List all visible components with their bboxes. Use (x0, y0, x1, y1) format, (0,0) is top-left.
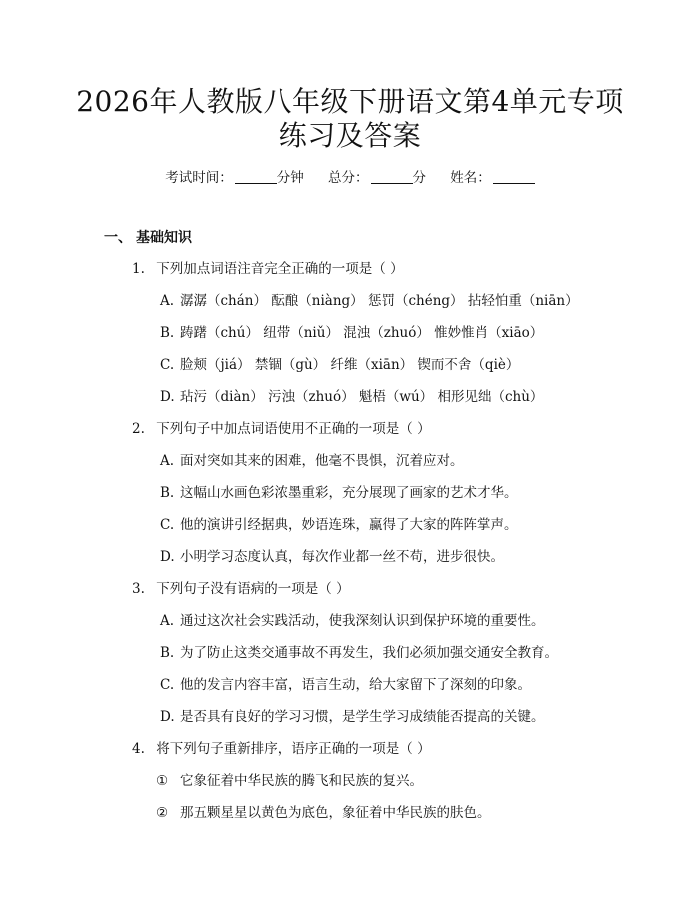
option-text: 他的演讲引经据典，妙语连珠，赢得了大家的阵阵掌声。 (180, 517, 518, 533)
question-3-option-c (160, 675, 531, 695)
question-2 (132, 419, 431, 439)
option-text: 小明学习态度认真，每次作业都一丝不苟，进步很快。 (180, 549, 504, 565)
question-1-option-b (160, 323, 543, 343)
option-text: 是否具有良好的学习习惯，是学生学习成绩能否提高的关键。 (180, 709, 545, 725)
exam-time-label: 考试时间： (165, 170, 233, 186)
section-heading (104, 228, 192, 248)
option-text: 踌躇（chú） 纽带（niǔ） 混浊（zhuó） 惟妙惟肖（xiāo） (180, 325, 544, 341)
question-1-option-c (160, 355, 519, 375)
question-number: 4. (132, 741, 145, 757)
option-letter: A. (160, 293, 175, 309)
exam-time (165, 168, 304, 188)
option-text: 潺潺（chán） 酝酿（niàng） 惩罚（chéng） 拈轻怕重（niān） (180, 293, 579, 309)
option-letter: C. (160, 677, 175, 693)
exam-info-row (0, 168, 700, 188)
question-1 (132, 259, 404, 279)
question-4-sentence-2 (156, 803, 491, 823)
question-3-option-d (160, 707, 545, 727)
option-text: 通过这次社会实践活动，使我深刻认识到保护环境的重要性。 (180, 613, 545, 629)
option-letter: A. (160, 613, 175, 629)
question-2-option-a (160, 451, 464, 471)
question-3-option-b (160, 643, 558, 663)
option-letter: B. (160, 325, 175, 341)
question-number: 1. (132, 261, 145, 277)
option-letter: B. (160, 485, 175, 501)
option-text: 这幅山水画色彩浓墨重彩，充分展现了画家的艺术才华。 (180, 485, 518, 501)
sentence-text: 它象征着中华民族的腾飞和民族的复兴。 (180, 773, 423, 789)
option-text: 脸颊（jiá） 禁锢（gù） 纤维（xiān） 锲而不舍（qiè） (180, 357, 520, 373)
sentence-marker: ① (156, 773, 169, 789)
option-text: 面对突如其来的困难，他毫不畏惧，沉着应对。 (180, 453, 464, 469)
question-1-option-a (160, 291, 579, 311)
question-2-option-d (160, 547, 504, 567)
option-letter: A. (160, 453, 175, 469)
option-letter: D. (160, 389, 175, 405)
sentence-text: 那五颗星星以黄色为底色，象征着中华民族的肤色。 (180, 805, 491, 821)
total-score-label: 总分： (328, 170, 369, 186)
student-name-blank (493, 169, 535, 184)
question-1-option-d (160, 387, 543, 407)
question-text: 下列句子中加点词语使用不正确的一项是（ ） (156, 421, 431, 437)
sentence-marker: ② (156, 805, 169, 821)
question-2-option-c (160, 515, 518, 535)
option-letter: C. (160, 517, 175, 533)
section-number: 一、 (104, 230, 132, 246)
question-text: 下列句子没有语病的一项是（ ） (156, 581, 350, 597)
option-letter: C. (160, 357, 175, 373)
question-2-option-b (160, 483, 518, 503)
option-text: 玷污（diàn） 污浊（zhuó） 魁梧（wú） 相形见绌（chù） (180, 389, 544, 405)
document-title-line-2: 练习及答案 (278, 119, 422, 152)
document-title-line-1: 2026年人教版八年级下册语文第4单元专项 (76, 85, 624, 118)
question-3-option-a (160, 611, 545, 631)
question-text: 下列加点词语注音完全正确的一项是（ ） (156, 261, 404, 277)
question-3 (132, 579, 350, 599)
question-number: 2. (132, 421, 145, 437)
question-4 (132, 739, 431, 759)
total-score-blank (371, 169, 413, 184)
question-4-sentence-1 (156, 771, 423, 791)
section-title: 基础知识 (136, 230, 192, 246)
question-number: 3. (132, 581, 145, 597)
total-score (328, 168, 426, 188)
exam-time-blank (235, 169, 277, 184)
option-text: 为了防止这类交通事故不再发生，我们必须加强交通安全教育。 (180, 645, 558, 661)
option-letter: D. (160, 709, 175, 725)
option-text: 他的发言内容丰富，语言生动，给大家留下了深刻的印象。 (180, 677, 531, 693)
total-score-unit: 分 (412, 170, 426, 186)
exam-time-unit: 分钟 (276, 170, 304, 186)
option-letter: D. (160, 549, 175, 565)
student-name-label: 姓名： (450, 170, 491, 186)
option-letter: B. (160, 645, 175, 661)
student-name (450, 168, 535, 188)
question-text: 将下列句子重新排序，语序正确的一项是（ ） (156, 741, 431, 757)
